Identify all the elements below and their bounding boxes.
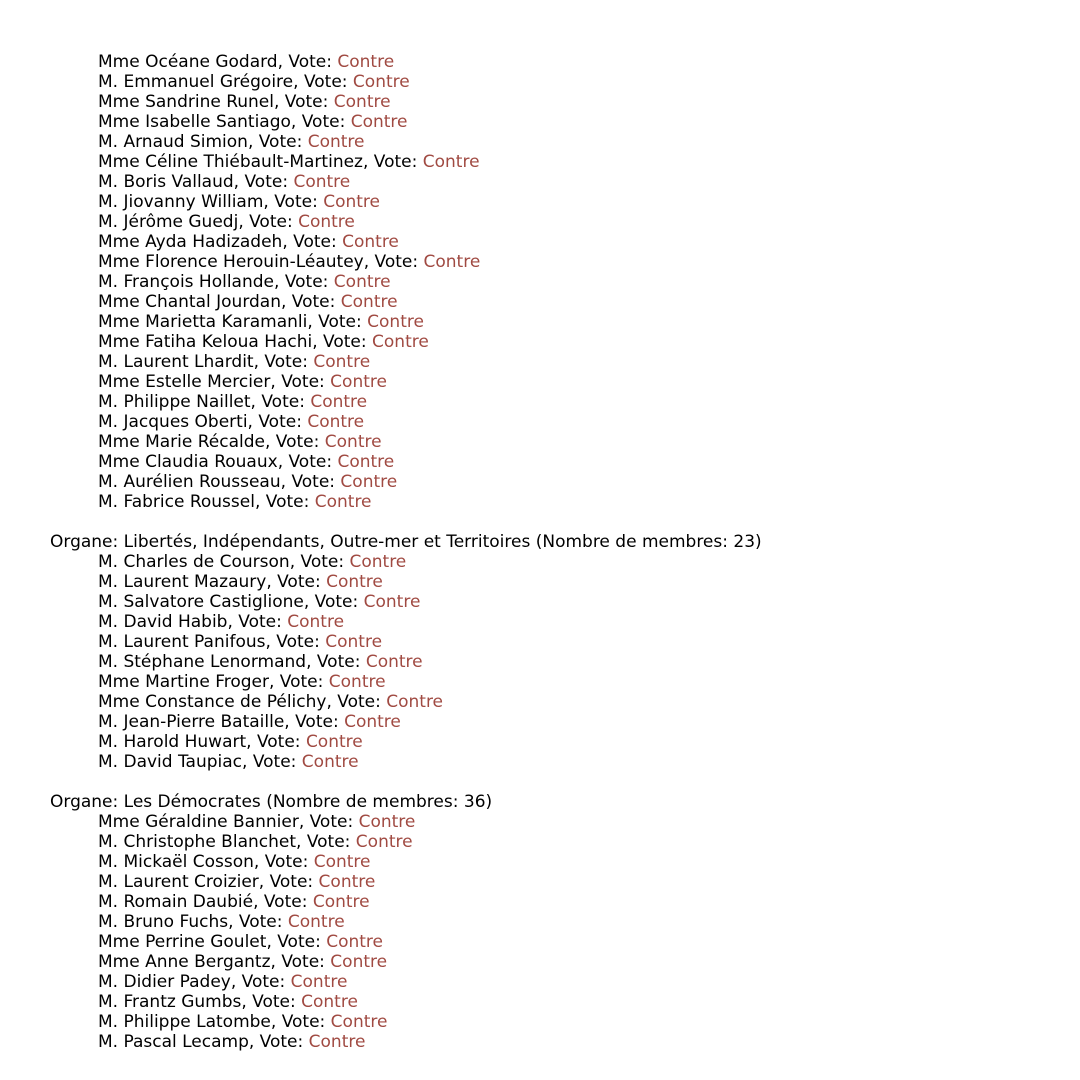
vote-value: Contre [333,272,391,292]
vote-value: Contre [312,892,370,912]
member-name: M. Boris Vallaud [98,172,234,192]
member-row [0,472,1080,492]
member-name: M. Jérôme Guedj [98,212,239,232]
members-count: 23 [733,532,756,552]
member-name: M. Charles de Courson [98,552,290,572]
organe-heading [0,532,1080,552]
member-name: M. François Hollande [98,272,275,292]
member-name: M. Stéphane Lenormand [98,652,307,672]
member-row [0,672,1080,692]
member-name: Mme Claudia Rouaux [98,452,278,472]
vote-label: , Vote: [282,232,343,252]
member-name: M. Laurent Croizier [98,872,259,892]
vote-value: Contre [314,492,372,512]
member-row [0,452,1080,472]
vote-label: , Vote: [263,192,324,212]
member-row [0,552,1080,572]
member-row [0,432,1080,452]
vote-value: Contre [422,152,480,172]
vote-value: Contre [325,632,383,652]
member-row [0,252,1080,272]
members-count-suffix: ) [485,792,493,812]
member-name: Mme Marie Récalde [98,432,265,452]
member-row [0,1032,1080,1052]
member-name: M. David Taupiac [98,752,243,772]
organe-section [0,52,1080,512]
member-row [0,1012,1080,1032]
member-name: M. Christophe Blanchet [98,832,297,852]
member-row [0,352,1080,372]
vote-label: , Vote: [274,92,334,112]
vote-label: , Vote: [265,432,325,452]
member-row [0,872,1080,892]
vote-label: , Vote: [227,612,288,632]
member-name: M. Bruno Fuchs [98,912,229,932]
member-row [0,152,1080,172]
member-name: Mme Martine Froger [98,672,269,692]
member-name: Mme Marietta Karamanli [98,312,308,332]
vote-value: Contre [367,312,424,332]
vote-label: , Vote: [362,152,423,172]
member-row [0,992,1080,1012]
vote-label: , Vote: [248,1032,309,1052]
member-row [0,412,1080,432]
vote-value: Contre [372,332,429,352]
member-name: M. Fabrice Roussel [98,492,255,512]
vote-value: Contre [318,872,376,892]
vote-label: , Vote: [270,952,331,972]
vote-value: Contre [301,992,358,1012]
vote-label: , Vote: [266,932,327,952]
member-row [0,72,1080,92]
vote-value: Contre [333,92,391,112]
vote-value: Contre [287,612,345,632]
member-name: M. David Habib [98,612,228,632]
member-name: M. Laurent Lhardit [98,352,254,372]
member-row [0,712,1080,732]
member-row [0,492,1080,512]
vote-value: Contre [323,192,380,212]
vote-value: Contre [310,392,368,412]
vote-value: Contre [330,952,388,972]
vote-label: , Vote: [253,852,314,872]
member-row [0,852,1080,872]
vote-label: , Vote: [274,272,334,292]
member-name: M. Pascal Lecamp [98,1032,249,1052]
member-row [0,572,1080,592]
vote-label: , Vote: [228,912,288,932]
vote-label: , Vote: [270,1012,331,1032]
vote-value: Contre [340,472,398,492]
member-row [0,652,1080,672]
vote-label: , Vote: [277,52,338,72]
member-name: Mme Fatiha Keloua Hachi [98,332,313,352]
vote-label: , Vote: [269,672,329,692]
member-row [0,132,1080,152]
vote-value: Contre [308,1032,366,1052]
member-name: M. Philippe Latombe [98,1012,271,1032]
member-row [0,372,1080,392]
vote-label: , Vote: [247,132,308,152]
member-name: M. Didier Padey [98,972,231,992]
member-row [0,232,1080,252]
vote-label: , Vote: [293,72,353,92]
member-name: M. Jean-Pierre Bataille [98,712,285,732]
member-name: Mme Perrine Goulet [98,932,267,952]
member-name: M. Emmanuel Grégoire [98,72,294,92]
vote-value: Contre [363,592,421,612]
vote-label: , Vote: [277,452,338,472]
organe-label: Organe: [50,792,124,812]
vote-value: Contre [350,112,408,132]
vote-label: , Vote: [363,252,424,272]
vote-value: Contre [326,932,384,952]
member-row [0,192,1080,212]
vote-label: , Vote: [238,212,299,232]
vote-value: Contre [352,72,410,92]
member-row [0,332,1080,352]
vote-label: , Vote: [312,332,373,352]
vote-value: Contre [349,552,407,572]
member-name: Mme Chantal Jourdan [98,292,281,312]
members-count-prefix: (Nombre de membres: [260,792,464,812]
member-row [0,732,1080,752]
vote-value: Contre [293,172,351,192]
vote-label: , Vote: [230,972,291,992]
vote-label: , Vote: [289,552,350,572]
vote-value: Contre [340,292,398,312]
organe-label: Organe: [50,532,124,552]
organe-section [0,792,1080,1052]
vote-label: , Vote: [242,752,302,772]
organe-name: Les Démocrates [123,792,261,812]
member-name: Mme Céline Thiébault-Martinez [98,152,363,172]
vote-label: , Vote: [246,732,306,752]
vote-value: Contre [307,412,365,432]
vote-label: , Vote: [253,892,313,912]
member-name: Mme Florence Herouin-Léautey [98,252,364,272]
vote-value: Contre [307,132,365,152]
organe-heading [0,792,1080,812]
member-name: Mme Estelle Mercier [98,372,271,392]
vote-label: , Vote: [266,572,327,592]
vote-label: , Vote: [298,812,359,832]
vote-value: Contre [358,812,416,832]
vote-value: Contre [305,732,363,752]
vote-value: Contre [344,712,401,732]
organe-name: Libertés, Indépendants, Outre-mer et Territoires [123,532,531,552]
vote-label: , Vote: [326,692,387,712]
members-count: 36 [463,792,486,812]
vote-value: Contre [328,672,386,692]
member-name: M. Mickaël Cosson [98,852,254,872]
vote-label: , Vote: [296,832,356,852]
member-name: Mme Ayda Hadizadeh [98,232,283,252]
vote-value: Contre [342,232,399,252]
vote-label: , Vote: [265,632,326,652]
member-name: M. Salvatore Castiglione [98,592,304,612]
member-name: Mme Anne Bergantz [98,952,271,972]
vote-label: , Vote: [241,992,302,1012]
vote-value: Contre [324,432,382,452]
vote-value: Contre [337,52,395,72]
member-row [0,112,1080,132]
vote-value: Contre [298,212,355,232]
vote-label: , Vote: [303,592,364,612]
vote-document [0,52,1080,1052]
member-row [0,832,1080,852]
member-name: M. Frantz Gumbs [98,992,242,1012]
member-row [0,172,1080,192]
member-row [0,632,1080,652]
member-row [0,272,1080,292]
member-name: Mme Océane Godard [98,52,278,72]
vote-label: , Vote: [258,872,319,892]
members-count-prefix: (Nombre de membres: [530,532,734,552]
vote-value: Contre [355,832,413,852]
member-row [0,52,1080,72]
member-name: M. Laurent Mazaury [98,572,267,592]
member-row [0,592,1080,612]
member-row [0,612,1080,632]
vote-value: Contre [301,752,359,772]
vote-label: , Vote: [270,372,331,392]
member-name: M. Romain Daubié [98,892,254,912]
vote-value: Contre [326,572,383,592]
member-name: M. Aurélien Rousseau [98,472,281,492]
member-row [0,932,1080,952]
member-name: Mme Sandrine Runel [98,92,274,112]
vote-label: , Vote: [253,352,314,372]
vote-label: , Vote: [250,392,311,412]
vote-value: Contre [313,852,371,872]
vote-value: Contre [313,352,371,372]
vote-value: Contre [287,912,345,932]
member-name: Mme Géraldine Bannier [98,812,299,832]
vote-value: Contre [386,692,444,712]
vote-value: Contre [330,372,387,392]
members-count-suffix: ) [755,532,762,552]
vote-label: , Vote: [281,292,341,312]
member-row [0,292,1080,312]
member-row [0,952,1080,972]
member-name: M. Jacques Oberti [98,412,248,432]
vote-label: , Vote: [247,412,308,432]
vote-value: Contre [337,452,395,472]
member-name: Mme Constance de Pélichy [98,692,327,712]
vote-label: , Vote: [254,492,315,512]
member-row [0,972,1080,992]
member-name: M. Laurent Panifous [98,632,266,652]
vote-label: , Vote: [280,472,341,492]
vote-label: , Vote: [307,312,368,332]
vote-label: , Vote: [284,712,345,732]
member-row [0,312,1080,332]
member-row [0,392,1080,412]
member-row [0,752,1080,772]
member-name: M. Arnaud Simion [98,132,248,152]
member-row [0,912,1080,932]
organe-section [0,532,1080,772]
vote-value: Contre [365,652,423,672]
member-row [0,812,1080,832]
vote-label: , Vote: [306,652,366,672]
member-row [0,892,1080,912]
vote-label: , Vote: [233,172,294,192]
vote-value: Contre [290,972,348,992]
vote-value: Contre [423,252,481,272]
member-name: M. Philippe Naillet [98,392,251,412]
member-name: M. Jiovanny William [98,192,264,212]
vote-value: Contre [330,1012,388,1032]
vote-label: , Vote: [290,112,351,132]
member-row [0,212,1080,232]
member-row [0,92,1080,112]
member-name: M. Harold Huwart [98,732,247,752]
member-row [0,692,1080,712]
member-name: Mme Isabelle Santiago [98,112,291,132]
